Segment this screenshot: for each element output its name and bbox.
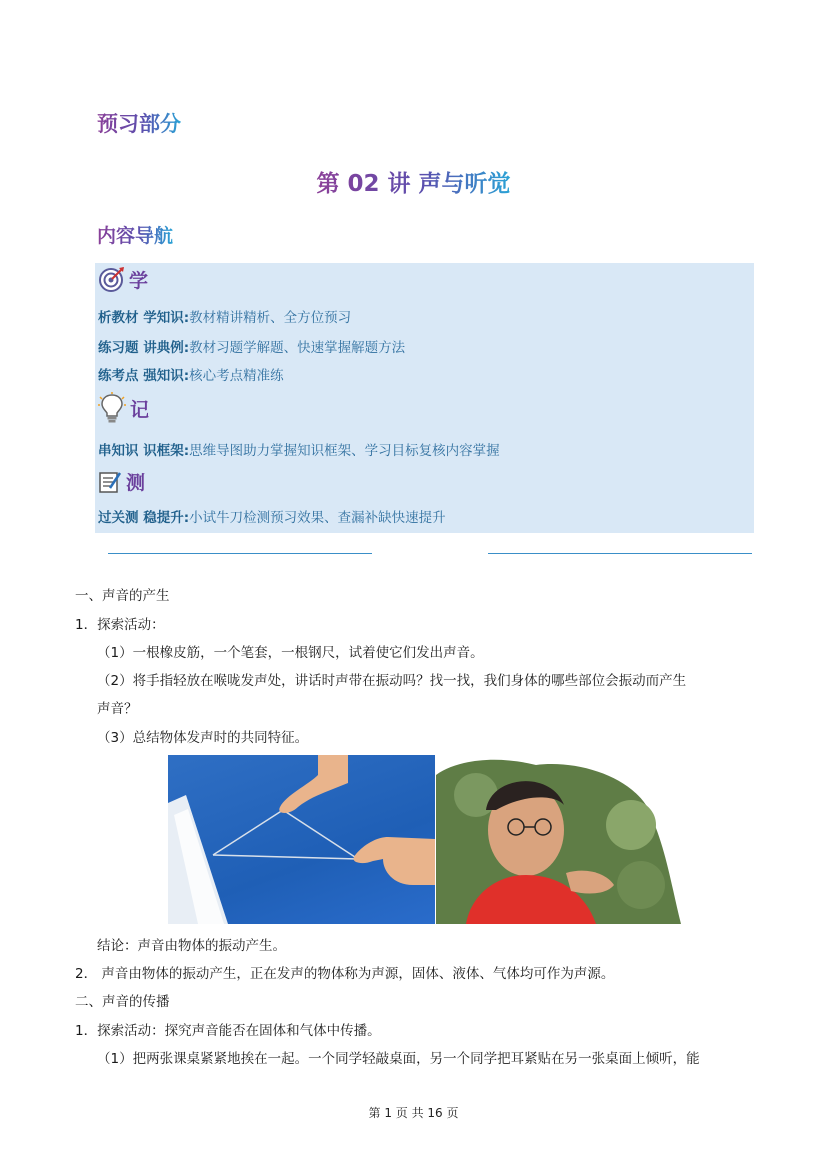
nav-category-label: 学 [129, 270, 149, 292]
nav-row [98, 506, 446, 526]
conclusion-text: 结论：声音由物体的振动产生。 [97, 938, 286, 954]
nav-row-label: 过关测 稳提升: [98, 510, 190, 526]
content-navigation-box [95, 263, 754, 533]
test-paper-icon [98, 470, 122, 494]
list-item: （1）把两张课桌紧紧地挨在一起。一个同学轻敲桌面，另一个同学把耳紧贴在另一张桌面上倾听，能 [97, 1051, 700, 1067]
heading-sound-production: 一、声音的产生 [75, 588, 170, 604]
nav-row-desc: 教材精讲精析、全方位预习 [189, 310, 352, 326]
nav-row-label: 练考点 强知识: [98, 368, 190, 384]
nav-category-label: 记 [130, 398, 150, 421]
lightbulb-icon [98, 392, 126, 424]
nav-category-learn [98, 266, 148, 293]
section-tag: 预习部分 [97, 108, 181, 138]
boy-throat-photo [436, 755, 681, 924]
list-item: 声音？ [97, 701, 138, 717]
lecture-title [0, 165, 827, 198]
list-item: 2． 声音由物体的振动产生，正在发声的物体称为声源，固体、液体、气体均可作为声源。 [75, 966, 615, 982]
nav-row-desc: 思维导图助力掌握知识框架、学习目标复核内容掌握 [189, 443, 500, 459]
nav-row-desc: 核心考点精准练 [189, 368, 284, 384]
nav-category-label: 测 [126, 472, 146, 494]
section-divider [108, 540, 752, 566]
nav-category-test [98, 468, 145, 495]
target-icon [98, 266, 125, 293]
divider-title [108, 541, 752, 566]
rubber-band-photo [168, 755, 435, 924]
nav-row-label: 串知识 识框架: [98, 443, 190, 459]
divider-title-text [372, 546, 488, 566]
list-item: （2）将手指轻放在喉咙发声处，讲话时声带在振动吗？找一找，我们身体的哪些部位会振动而产生 [97, 673, 687, 689]
lecture-title-text: 第 02 讲 声与听觉 [316, 171, 511, 197]
nav-row [98, 364, 284, 384]
nav-row [98, 336, 405, 356]
nav-row [98, 439, 500, 459]
nav-category-remember [98, 392, 149, 424]
list-item: （1）一根橡皮筋，一个笔套，一根钢尺，试着使它们发出声音。 [97, 645, 484, 661]
nav-row-desc: 教材习题学解题、快速掌握解题方法 [189, 340, 406, 356]
nav-row-desc: 小试牛刀检测预习效果、查漏补缺快速提升 [189, 510, 446, 526]
nav-row-label: 析教材 学知识: [98, 310, 190, 326]
nav-title: 内容导航 [97, 221, 173, 248]
nav-row [98, 306, 351, 326]
nav-row-label: 练习题 讲典例: [98, 340, 190, 356]
list-item: （3）总结物体发声时的共同特征。 [97, 730, 309, 746]
heading-sound-propagation: 二、声音的传播 [75, 994, 170, 1010]
page-footer: 第 1 页 共 16 页 [368, 1106, 459, 1120]
list-item: 1．探索活动：探究声音能否在固体和气体中传播。 [75, 1023, 381, 1039]
list-item: 1．探索活动： [75, 617, 165, 633]
